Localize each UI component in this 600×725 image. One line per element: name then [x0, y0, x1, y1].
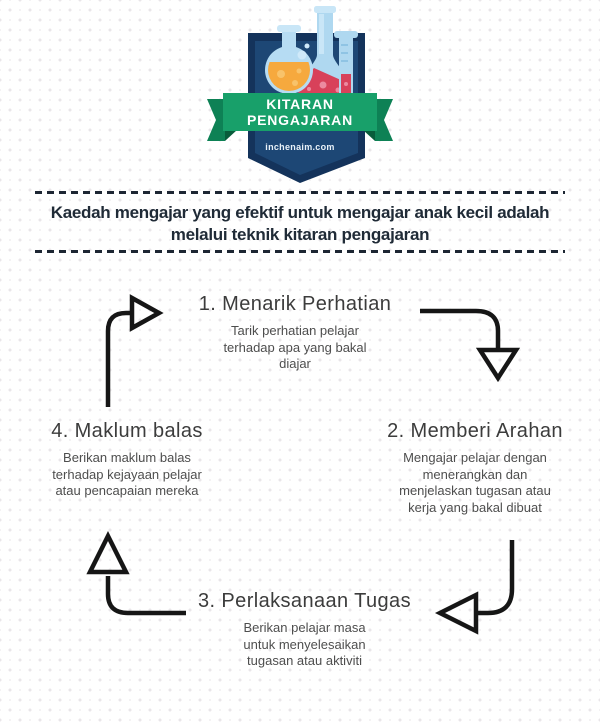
step-1-menarik-perhatian — [185, 293, 405, 373]
badge-title-line2: PENGAJARAN — [246, 112, 354, 128]
arrow-step1-to-step2-icon — [416, 303, 521, 383]
step-3-perlaksanaan-tugas — [197, 590, 412, 670]
step-2-title: 2. Memberi Arahan — [387, 420, 563, 442]
step-3-title: 3. Perlaksanaan Tugas — [198, 590, 411, 612]
arrow-step4-to-step1-icon — [86, 291, 166, 409]
step-4-title: 4. Maklum balas — [51, 420, 203, 442]
dashed-divider-top — [35, 191, 565, 194]
step-4-description: Berikan maklum balas terhadap kejayaan pelajar atau pencapaian mereka — [52, 450, 202, 499]
badge-website: inchenaim.com — [265, 142, 335, 152]
arrow-step2-to-step3-icon — [430, 538, 522, 638]
step-4-maklum-balas — [27, 420, 227, 500]
step-2-description: Mengajar pelajar dengan menerangkan dan menjelaskan tugasan atau kerja yang bakal dibuat — [399, 450, 551, 515]
intro-line1: Kaedah mengajar yang efektif untuk mengajar anak kecil adalah — [50, 203, 550, 222]
step-1-description: Tarik perhatian pelajar terhadap apa yang bakal diajar — [223, 323, 367, 372]
badge-title-line1: KITARAN — [266, 96, 334, 112]
intro-text — [40, 202, 560, 247]
step-3-description: Berikan pelajar masa untuk menyelesaikan tugasan atau aktiviti — [243, 620, 366, 669]
step-1-title: 1. Menarik Perhatian — [198, 293, 392, 315]
chemistry-flasks-badge-icon — [195, 0, 405, 192]
intro-line2: melalui teknik kitaran pengajaran — [170, 225, 430, 245]
dashed-divider-bottom — [35, 250, 565, 253]
step-2-memberi-arahan — [375, 420, 575, 517]
arrow-step3-to-step4-icon — [82, 528, 190, 620]
